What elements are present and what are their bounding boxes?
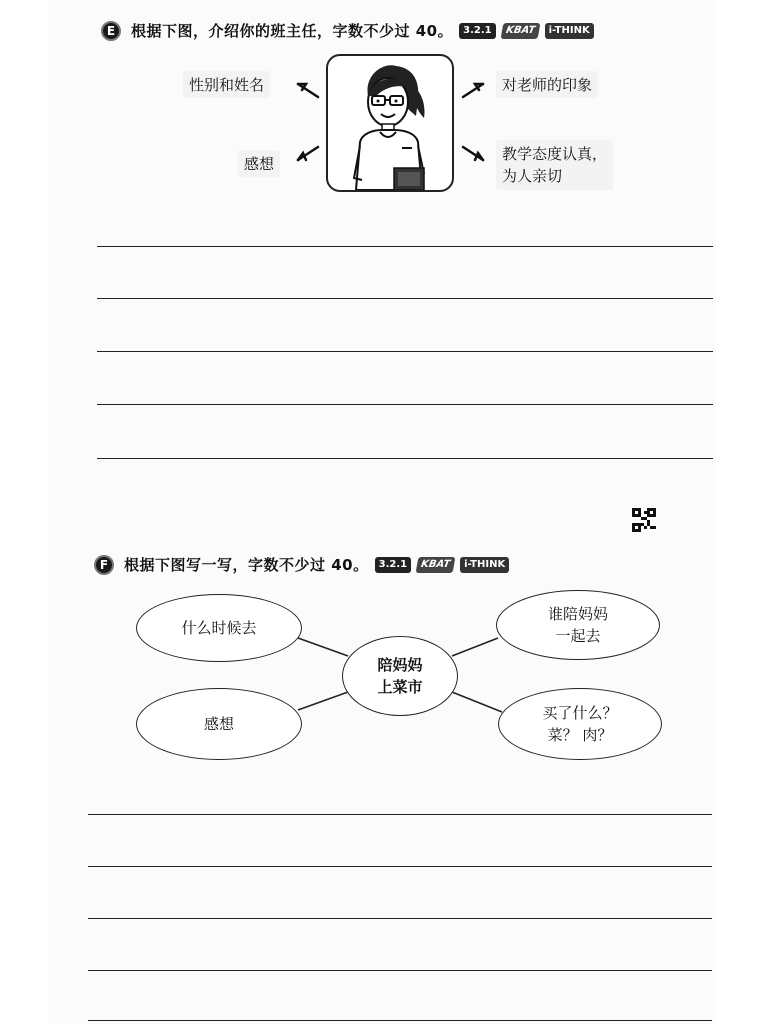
badge-skill-code: 3.2.1 bbox=[459, 23, 495, 39]
connector-bottom-right bbox=[452, 692, 502, 712]
writing-line[interactable] bbox=[88, 866, 712, 867]
writing-line[interactable] bbox=[88, 970, 712, 971]
connector-bottom-left bbox=[298, 692, 348, 710]
bubble-who: 谁陪妈妈 一起去 bbox=[496, 590, 660, 660]
bubble-when: 什么时候去 bbox=[136, 594, 302, 662]
bubble-what-bought: 买了什么？ 菜？ 肉？ bbox=[498, 688, 662, 760]
prompt-gender-name: 性别和姓名 bbox=[183, 71, 270, 98]
badge-ithink: i-THINK bbox=[545, 23, 594, 39]
prompt-impression: 对老师的印象 bbox=[496, 71, 598, 98]
badge-kbat: KBAT bbox=[500, 23, 540, 39]
writing-line[interactable] bbox=[88, 918, 712, 919]
badge-kbat: KBAT bbox=[416, 557, 456, 573]
bubble-center-topic: 陪妈妈 上菜市 bbox=[342, 636, 458, 716]
badge-ithink: i-THINK bbox=[460, 557, 509, 573]
prompt-feelings: 感想 bbox=[238, 150, 280, 177]
prompt-teaching-attitude: 教学态度认真， 为人亲切 bbox=[496, 140, 613, 190]
section-f-instruction: 根据下图写一写，字数不少过 40。 bbox=[124, 556, 369, 574]
section-e-instruction: 根据下图，介绍你的班主任，字数不少过 40。 bbox=[131, 22, 454, 40]
connector-top-right bbox=[452, 638, 498, 656]
connector-top-left bbox=[298, 638, 348, 656]
section-f-letter: F bbox=[94, 555, 114, 575]
writing-line[interactable] bbox=[88, 1020, 712, 1021]
bubble-feelings: 感想 bbox=[136, 688, 302, 760]
section-e-letter: E bbox=[101, 21, 121, 41]
badge-skill-code: 3.2.1 bbox=[375, 557, 411, 573]
writing-line[interactable] bbox=[88, 814, 712, 815]
